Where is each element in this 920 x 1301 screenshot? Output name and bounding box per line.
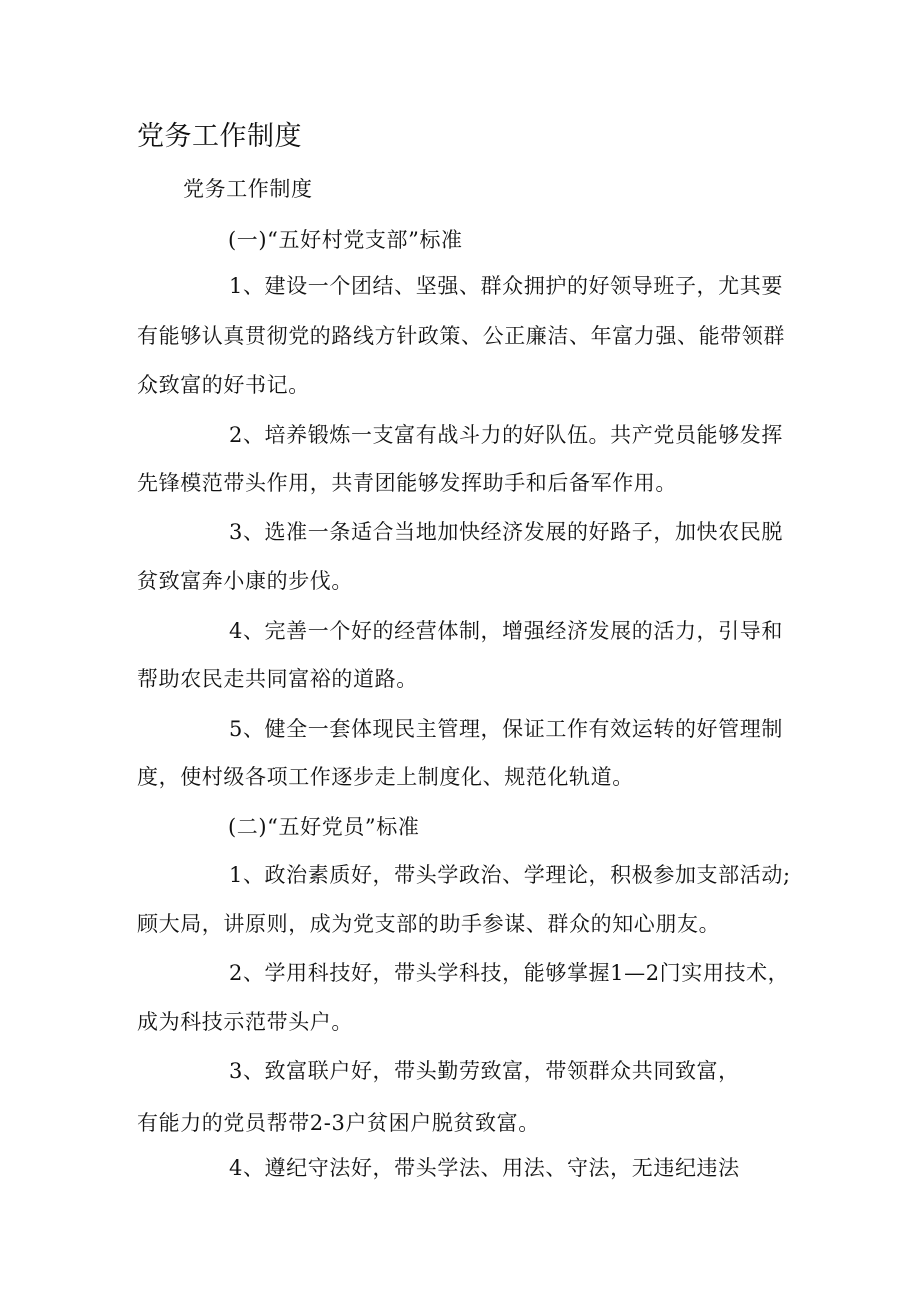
paragraph-line: 5、健全一套体现民主管理，保证工作有效运转的好管理制	[229, 717, 783, 741]
paragraph-line: 4、遵纪守法好，带头学法、用法、守法，无违纪违法	[229, 1156, 740, 1180]
paragraph-line: 1、政治素质好，带头学政治、学理论，积极参加支部活动;	[229, 863, 791, 887]
paragraph-line: 2、培养锻炼一支富有战斗力的好队伍。共产党员能够发挥	[229, 423, 783, 447]
paragraph-line: 顾大局，讲原则，成为党支部的助手参谋、群众的知心朋友。	[137, 912, 721, 936]
paragraph-line: 成为科技示范带头户。	[137, 1010, 353, 1034]
paragraph-line: 1、建设一个团结、坚强、群众拥护的好领导班子，尤其要	[229, 274, 783, 298]
paragraph-line: 4、完善一个好的经营体制，增强经济发展的活力，引导和	[229, 619, 783, 643]
section-heading: (二)“五好党员”标准	[228, 815, 420, 839]
paragraph-line: 3、致富联户好，带头勤劳致富，带领群众共同致富，	[229, 1059, 740, 1083]
paragraph-line: 帮助农民走共同富裕的道路。	[137, 667, 418, 691]
paragraph-line: 2、学用科技好，带头学科技，能够掌握1—2门实用技术，	[229, 961, 790, 985]
paragraph-line: 度，使村级各项工作逐步走上制度化、规范化轨道。	[137, 765, 634, 789]
paragraph-line: 贫致富奔小康的步伐。	[137, 569, 353, 593]
paragraph-line: 有能力的党员帮带2-3户贫困户脱贫致富。	[137, 1111, 540, 1135]
section-heading: (一)“五好村党支部”标准	[228, 228, 463, 252]
document-subtitle: 党务工作制度	[183, 177, 313, 201]
paragraph-line: 3、选准一条适合当地加快经济发展的好路子，加快农民脱	[229, 520, 783, 544]
paragraph-line: 先锋模范带头作用，共青团能够发挥助手和后备军作用。	[137, 471, 677, 495]
paragraph-line: 有能够认真贯彻党的路线方针政策、公正廉洁、年富力强、能带领群	[137, 324, 785, 348]
paragraph-line: 众致富的好书记。	[137, 373, 310, 397]
document-title: 党务工作制度	[137, 121, 302, 152]
